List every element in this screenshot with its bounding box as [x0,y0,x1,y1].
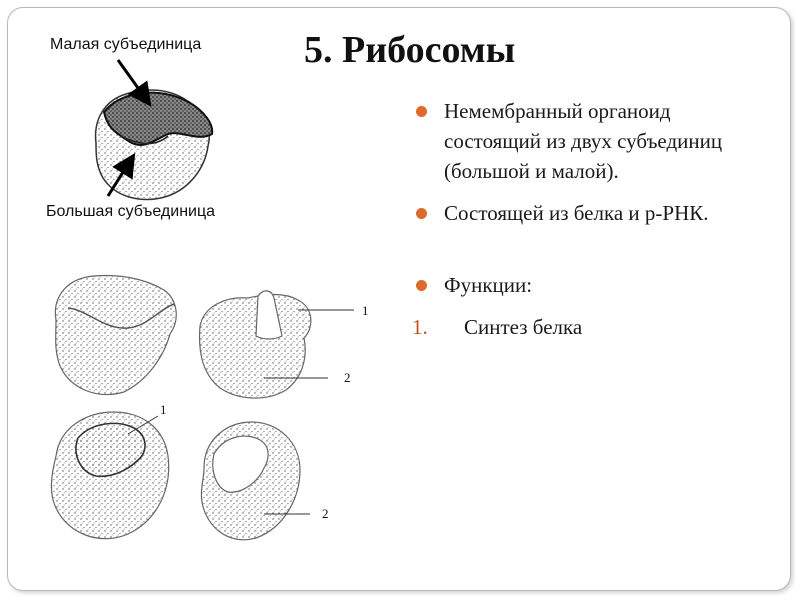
bullet-text: Состоящей из белка и р-РНК. [444,201,709,225]
bullet-text: Функции: [444,273,533,297]
slide [7,7,791,591]
bullet-item [412,96,772,186]
drawing-2-mark-2: 2 [344,370,351,385]
ribosome-drawing-2 [200,291,369,398]
bullet-dot-icon [416,280,427,291]
ribosome-drawing-1 [55,276,176,395]
bullet-item [412,270,772,300]
label-small-subunit: Малая субъединица [50,36,202,53]
drawing-3-mark-1: 1 [160,402,167,417]
bullet-text: Немембранный органоид состоящий из двух субъединиц (большой и малой). [444,99,723,183]
ribosome-labelled-drawing [96,90,213,199]
drawing-4-mark-2: 2 [322,506,329,521]
numbered-item [412,312,772,342]
bullet-item [412,198,772,228]
numbered-item-text: Синтез белка [464,315,583,339]
drawing-2-mark-1: 1 [362,303,369,318]
bullet-dot-icon [416,208,427,219]
bullet-list [412,96,772,342]
slide-title: 5. Рибосомы [304,29,516,71]
label-large-subunit: Большая субъединица [46,203,216,220]
numbered-item-number: 1. [412,315,428,339]
ribosome-drawing-3 [51,402,168,539]
ribosome-drawing-4 [201,422,328,540]
bullet-dot-icon [416,106,427,117]
